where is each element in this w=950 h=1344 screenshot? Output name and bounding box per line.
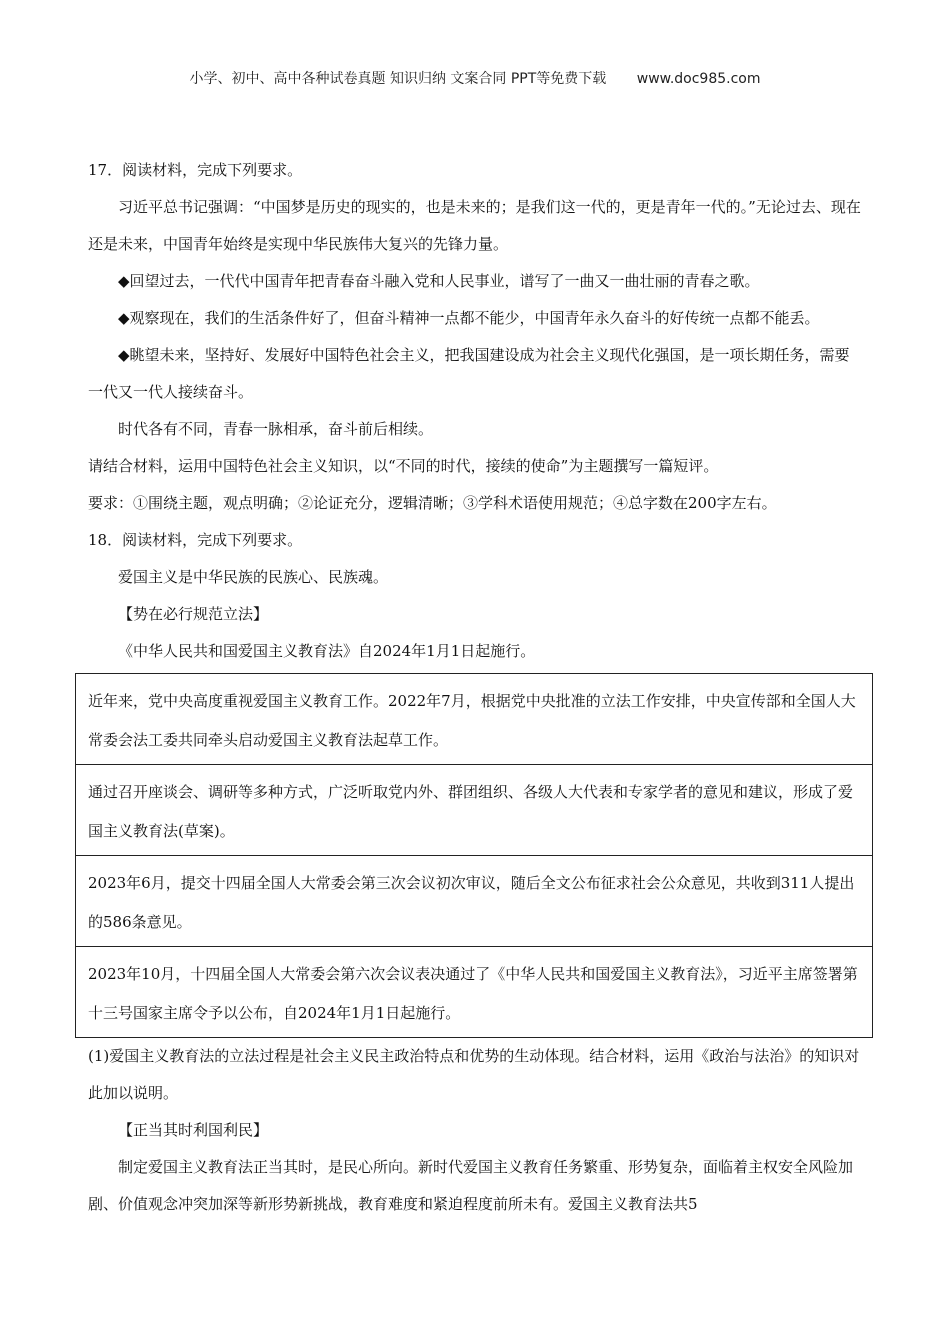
header-url[interactable]: www.doc985.com — [636, 71, 761, 87]
q17-paragraph-4: ◆眺望未来，坚持好、发展好中国特色社会主义，把我国建设成为社会主义现代化强国，是一项长期任务，需要一代又一代人接续奋斗。 — [88, 346, 850, 401]
q18-paragraph-2: 《中华人民共和国爱国主义教育法》自2024年1月1日起施行。 — [118, 642, 536, 660]
q17-paragraph-5: 时代各有不同，青春一脉相承，奋斗前后相续。 — [118, 420, 434, 438]
q18-heading-2: 【正当其时利国利民】 — [118, 1121, 269, 1139]
document-body — [88, 152, 862, 1223]
q17-paragraph-1: 习近平总书记强调：“中国梦是历史的现实的，也是未来的；是我们这一代的，更是青年一代的。”无论过去、现在还是未来，中国青年始终是实现中华民族伟大复兴的先锋力量。 — [88, 198, 861, 253]
q17-title: 17．阅读材料，完成下列要求。 — [88, 161, 303, 179]
q17-task: 请结合材料，运用中国特色社会主义知识，以“不同的时代，接续的使命”为主题撰写一篇短评。 — [88, 457, 719, 475]
table-row: 2023年10月，十四届全国人大常委会第六次会议表决通过了《中华人民共和国爱国主义教育法》，习近平主席签署第十三号国家主席令予以公布，自2024年1月1日起施行。 — [76, 946, 872, 1037]
q18-paragraph-1: 爱国主义是中华民族的民族心、民族魂。 — [118, 568, 389, 586]
q18-heading-1: 【势在必行规范立法】 — [118, 605, 269, 623]
legislation-process-table — [75, 673, 873, 1038]
table-row: 通过召开座谈会、调研等多种方式，广泛听取党内外、群团组织、各级人大代表和专家学者的意见和建议，形成了爱国主义教育法(草案)。 — [76, 764, 872, 855]
table-row: 近年来，党中央高度重视爱国主义教育工作。2022年7月，根据党中央批准的立法工作安排，中央宣传部和全国人大常委会法工委共同牵头启动爱国主义教育法起草工作。 — [88, 692, 856, 749]
header-text: 小学、初中、高中各种试卷真题 知识归纳 文案合同 PPT等免费下载 — [189, 71, 607, 87]
q17-paragraph-2: ◆回望过去，一代代中国青年把青春奋斗融入党和人民事业，谱写了一曲又一曲壮丽的青春之歌。 — [118, 272, 760, 290]
table-row: 2023年6月，提交十四届全国人大常委会第三次会议初次审议，随后全文公布征求社会公众意见，共收到311人提出的586条意见。 — [76, 855, 872, 946]
q17-paragraph-3: ◆观察现在，我们的生活条件好了，但奋斗精神一点都不能少，中国青年永久奋斗的好传统一点都不能丢。 — [118, 309, 820, 327]
q18-title: 18．阅读材料，完成下列要求。 — [88, 531, 303, 549]
q18-subquestion-1: (1)爱国主义教育法的立法过程是社会主义民主政治特点和优势的生动体现。结合材料，运用《政治与法治》的知识对此加以说明。 — [88, 1047, 860, 1102]
q18-paragraph-3: 制定爱国主义教育法正当其时，是民心所向。新时代爱国主义教育任务繁重、形势复杂，面临着主权安全风险加剧、价值观念冲突加深等新形势新挑战，教育难度和紧迫程度前所未有。爱国主义教育法共5 — [88, 1158, 854, 1213]
q17-requirements: 要求：①围绕主题，观点明确；②论证充分，逻辑清晰；③学科术语使用规范；④总字数在200字左右。 — [88, 494, 777, 512]
page-header — [0, 68, 950, 88]
